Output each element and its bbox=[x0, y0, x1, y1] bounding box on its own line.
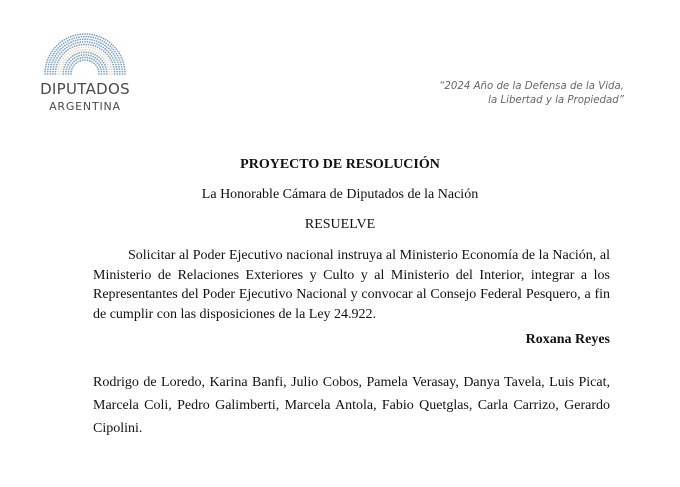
resolution-verb: RESUELVE bbox=[304, 217, 376, 232]
chamber-name: La Honorable Cámara de Diputados de la Nación bbox=[201, 187, 479, 202]
logo-title: DIPUTADOS bbox=[40, 80, 130, 98]
motto-line-2: la Libertad y la Propiedad” bbox=[488, 94, 624, 106]
hemicycle-icon bbox=[41, 30, 129, 76]
logo-subtitle: ARGENTINA bbox=[49, 100, 121, 113]
year-motto bbox=[439, 80, 624, 107]
resolution-body: Solicitar al Poder Ejecutivo nacional instruya al Ministerio Economía de la Nación, al Ministerio de Relaciones Exteriores y Culto y al Ministerio del Interior, integrar a los Representantes del Poder Ejecutivo Nacional y convocar al Consejo Federal Pesquero, a fin de cumplir con las disposiciones de la Ley 24.922. bbox=[93, 248, 610, 322]
cosigners-list: Rodrigo de Loredo, Karina Banfi, Julio Cobos, Pamela Verasay, Danya Tavela, Luis Picat, Marcela Coli, Pedro Galimberti, Marcela Antola, Fabio Quetglas, Carla Carrizo, Gerardo Cipolini. bbox=[93, 375, 610, 436]
motto-line-1: “2024 Año de la Defensa de la Vida, bbox=[439, 81, 624, 92]
signer-name: Roxana Reyes bbox=[525, 332, 610, 347]
diputados-logo bbox=[30, 30, 140, 120]
document-title: PROYECTO DE RESOLUCIÓN bbox=[240, 157, 440, 172]
